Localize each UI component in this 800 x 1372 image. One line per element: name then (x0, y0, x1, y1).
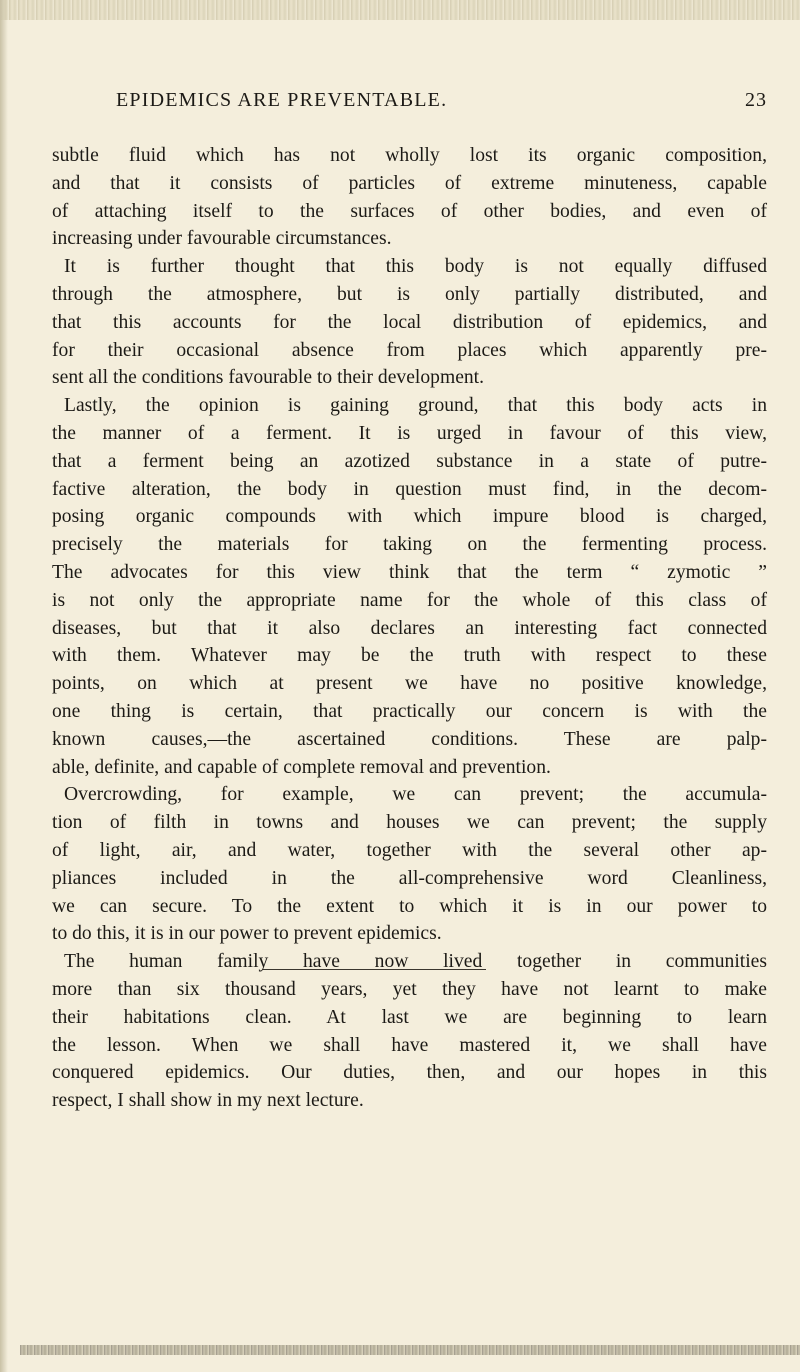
text-line: the manner of a ferment. It is urged in favour of this view, (52, 422, 767, 444)
text-line: precisely the materials for taking on the fermenting process. (52, 534, 767, 556)
text-line: conquered epidemics. Our duties, then, and our hopes in this (52, 1062, 767, 1084)
text-line: pliances included in the all-comprehensive word Cleanliness, (52, 867, 767, 889)
page-number: 23 (745, 89, 767, 111)
text-line: of attaching itself to the surfaces of other bodies, and even of (52, 200, 767, 222)
text-line: posing organic compounds with which impure blood is charged, (52, 506, 767, 528)
page-gutter-shadow (0, 0, 8, 1372)
text-line: is not only the appropriate name for the whole of this class of (52, 589, 767, 611)
scanned-bottom-edge (20, 1345, 800, 1355)
page-header (52, 89, 767, 117)
text-line: tion of filth in towns and houses we can prevent; the supply (52, 812, 767, 834)
text-line: increasing under favourable circumstances. (52, 228, 392, 250)
text-line: points, on which at present we have no positive knowledge, (52, 673, 767, 695)
text-line: It is further thought that this body is not equally diffused (64, 256, 767, 278)
running-head: EPIDEMICS ARE PREVENTABLE. (116, 89, 448, 111)
text-line: respect, I shall show in my next lecture. (52, 1090, 364, 1112)
text-line: The human family have now lived together in communities (64, 951, 767, 973)
text-line: sent all the conditions favourable to their development. (52, 367, 485, 389)
text-line: their habitations clean. At last we are beginning to learn (52, 1006, 767, 1028)
text-line: factive alteration, the body in question must find, in the decom- (52, 478, 767, 500)
text-line: known causes,—the ascertained conditions. These are palp- (52, 728, 767, 750)
text-line: more than six thousand years, yet they have not learnt to make (52, 978, 767, 1000)
text-line: diseases, but that it also declares an interesting fact connected (52, 617, 767, 639)
text-line: Lastly, the opinion is gaining ground, that this body acts in (64, 395, 767, 417)
text-line: Overcrowding, for example, we can prevent; the accumula- (64, 784, 767, 806)
text-line: able, definite, and capable of complete removal and prevention. (52, 756, 551, 778)
text-line: the lesson. When we shall have mastered it, we shall have (52, 1034, 767, 1056)
text-line: that a ferment being an azotized substance in a state of putre- (52, 450, 767, 472)
text-line: of light, air, and water, together with the several other ap- (52, 839, 767, 861)
text-line: through the atmosphere, but is only partially distributed, and (52, 283, 767, 305)
text-line: that this accounts for the local distribution of epidemics, and (52, 311, 767, 333)
section-rule (262, 969, 486, 970)
text-line: one thing is certain, that practically our concern is with the (52, 700, 767, 722)
text-line: we can secure. To the extent to which it is in our power to (52, 895, 767, 917)
text-line: for their occasional absence from places which apparently pre- (52, 339, 767, 361)
text-line: with them. Whatever may be the truth with respect to these (52, 645, 767, 667)
text-line: subtle fluid which has not wholly lost its organic composition, (52, 145, 767, 166)
scanned-top-edge (0, 0, 800, 20)
text-line: The advocates for this view think that the term “ zymotic ” (52, 561, 767, 583)
text-line: to do this, it is in our power to prevent epidemics. (52, 923, 442, 945)
text-line: and that it consists of particles of extreme minuteness, capable (52, 172, 767, 194)
